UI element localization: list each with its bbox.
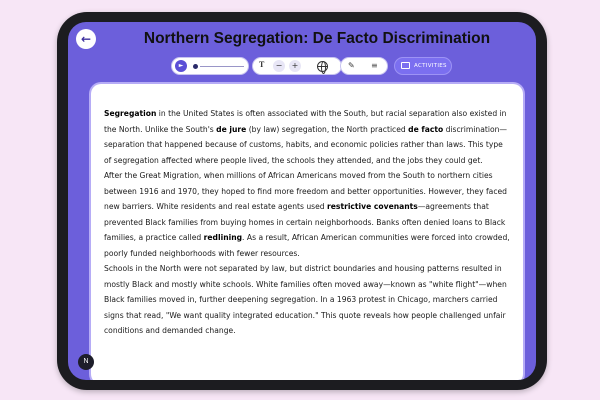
- globe-icon[interactable]: [317, 61, 328, 72]
- audio-player: [171, 57, 249, 75]
- paragraph-2: [104, 168, 512, 261]
- activities-label: ACTIVITIES: [414, 63, 447, 69]
- text-span: After the Great Migration, when millions of African Americans moved from the South to northern cities between 1916 and 1970, they hoped to find more freedom and better opportunities. However, they faced new barriers. White residents and real estate agents used: [104, 171, 507, 211]
- monitor-icon: [401, 62, 410, 69]
- text-span: discrimination—separation that happened because of customs, habits, and economic policies rather than laws. This type of segregation affected where people lived, the schools they attended, and the jobs they could get.: [104, 124, 507, 165]
- n-badge[interactable]: N: [78, 354, 94, 370]
- term-redlining: redlining: [203, 233, 243, 242]
- activities-button[interactable]: [394, 57, 452, 75]
- article-card: [91, 84, 523, 380]
- app-screen: [68, 22, 536, 380]
- text-span: . As a result, African American communities were forced into crowded, poorly funded neighborhoods with fewer resources.: [104, 233, 510, 258]
- list-icon[interactable]: ≡: [371, 61, 378, 70]
- annotation-tools: [340, 57, 388, 75]
- text-span: in the United States is often associated with the South, but racial separation also existed in the North. Unlike the South's: [104, 109, 507, 134]
- arrow-left-icon: ←: [80, 32, 92, 46]
- article-body: [104, 106, 512, 339]
- decrease-font-button[interactable]: −: [273, 60, 285, 72]
- audio-progress-handle[interactable]: [193, 64, 198, 69]
- text-span: (by law) segregation, the North practiced: [246, 124, 409, 134]
- paragraph-1: [104, 106, 512, 168]
- page-title: Northern Segregation: De Facto Discrimination: [143, 30, 491, 47]
- paragraph-3: Schools in the North were not separated by law, but district boundaries and housing patterns resulted in mostly Black and mostly white schools. White families often moved away—known as "white flight"—when Black families moved in, further deepening segregation. In a 1963 protest in Chicago, marchers carried signs that read, "We want quality integrated education." This quote reveals how people challenged unfair conditions and demanded change.: [104, 264, 507, 335]
- term-de-jure: de jure: [216, 124, 247, 134]
- text-size-icon: T: [259, 60, 265, 69]
- increase-font-button[interactable]: +: [289, 60, 301, 72]
- term-segregation: Segregation: [104, 109, 157, 118]
- term-restrictive-covenants: restrictive covenants: [327, 202, 418, 211]
- speaker-icon[interactable]: ►: [175, 60, 187, 72]
- font-controls: [252, 57, 342, 75]
- pen-icon[interactable]: ✎: [348, 61, 355, 70]
- back-button[interactable]: [76, 29, 96, 49]
- text-span: —agreements that prevented Black families from buying homes in certain neighborhoods. Banks often denied loans to Black families, a practice called: [104, 202, 506, 242]
- term-de-facto: de facto: [408, 124, 444, 134]
- audio-progress-track[interactable]: [200, 66, 244, 67]
